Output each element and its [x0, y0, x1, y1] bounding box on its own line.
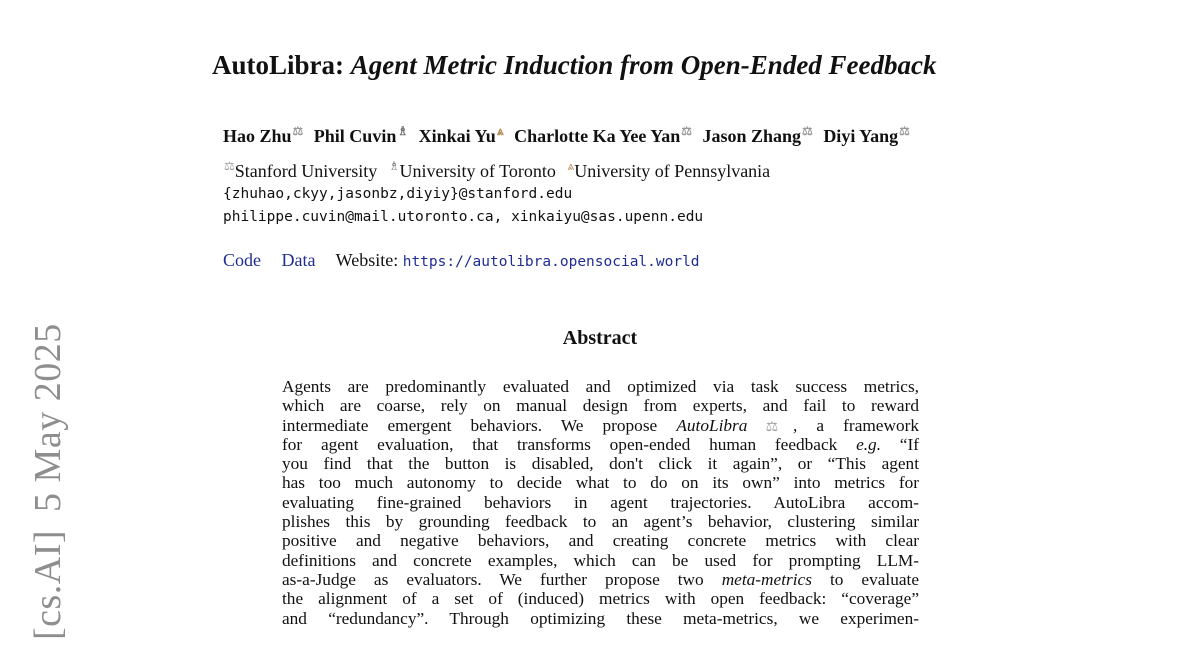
abstract-line: plishes this by grounding feedback to an agent’s behavior, clustering similar	[282, 512, 919, 532]
author	[419, 126, 504, 146]
scale-icon: ⚖	[224, 159, 235, 173]
author-name: Hao Zhu	[223, 126, 292, 146]
affiliation-name: University of Toronto	[399, 161, 556, 181]
abstract-line: definitions and concrete examples, which can be used for prompting LLM-	[282, 550, 919, 570]
penn-icon: ⩓	[567, 159, 575, 173]
abstract-body	[282, 377, 919, 648]
affiliation-name: Stanford University	[234, 161, 378, 181]
scale-icon: ⚖	[747, 419, 793, 435]
autolibra-name: AutoLibra	[676, 415, 748, 435]
penn-icon: ⩓	[496, 124, 504, 138]
author	[514, 126, 692, 146]
arxiv-category: [cs.AI]	[27, 529, 69, 640]
author-name: Xinkai Yu	[418, 126, 496, 146]
affiliation	[566, 161, 770, 181]
author-name: Jason Zhang	[702, 126, 802, 146]
abstract-line: you find that the button is disabled, don't click it again”, or “This agent	[282, 454, 919, 474]
email-line: {zhuhao,ckyy,jasonbz,diyiy}@stanford.edu	[223, 186, 573, 202]
paper-title	[212, 50, 937, 81]
resource-links	[223, 250, 700, 271]
email-toronto: philippe.cuvin@mail.utoronto.ca,	[223, 209, 503, 225]
affiliation	[388, 161, 556, 181]
abstract-line: intermediate emergent behaviors. We propose AutoLibra ⚖, a framework	[282, 415, 919, 435]
affiliation-name: University of Pennsylvania	[574, 161, 771, 181]
author-name: Charlotte Ka Yee Yan	[514, 126, 681, 146]
abstract-line: evaluating fine-grained behaviors in agent trajectories. AutoLibra accom-	[282, 492, 919, 512]
website-label: Website:	[335, 250, 399, 270]
abstract-line: Agents are predominantly evaluated and optimized via task success metrics,	[282, 377, 919, 396]
abstract-line: for agent evaluation, that transforms open-ended human feedback e.g. “If	[282, 434, 919, 454]
author-list	[223, 125, 916, 147]
abstract-line: the alignment of a set of (induced) metrics with open feedback: “coverage”	[282, 589, 919, 609]
affiliation-list	[223, 160, 776, 182]
data-link[interactable]: Data	[281, 250, 316, 270]
email-penn: xinkaiyu@sas.upenn.edu	[511, 209, 704, 225]
toronto-icon: ♗	[388, 159, 400, 173]
scale-icon: ⚖	[899, 124, 910, 138]
abstract-line: has too much autonomy to decide what to do on its own” into metrics for	[282, 473, 919, 493]
abstract-line: and “redundancy”. Through optimizing these meta-metrics, we experimen-	[282, 608, 919, 628]
abstract-line: positive and negative behaviors, and creating concrete metrics with clear	[282, 531, 919, 551]
author	[223, 126, 303, 146]
author	[703, 126, 813, 146]
author	[823, 126, 910, 146]
scale-icon: ⚖	[802, 124, 813, 138]
code-link[interactable]: Code	[223, 250, 261, 270]
toronto-icon: ♗	[397, 124, 409, 138]
title-main: Agent Metric Induction from Open-Ended Feedback	[350, 50, 937, 80]
website-link[interactable]: https://autolibra.opensocial.world	[402, 254, 700, 270]
author-name: Phil Cuvin	[313, 126, 397, 146]
title-prefix: AutoLibra:	[212, 50, 345, 80]
arxiv-date: 5 May 2025	[27, 323, 69, 512]
affiliation	[223, 161, 377, 181]
email-line	[223, 209, 703, 225]
scale-icon: ⚖	[292, 124, 304, 138]
abstract-heading: Abstract	[562, 327, 638, 349]
abstract-line: as-a-Judge as evaluators. We further propose two meta-metrics to evaluate	[282, 569, 919, 589]
scale-icon: ⚖	[681, 124, 692, 138]
arxiv-stamp	[26, 323, 70, 640]
author	[314, 126, 408, 146]
author-name: Diyi Yang	[823, 126, 899, 146]
abstract-line: which are coarse, rely on manual design from experts, and fail to reward	[282, 396, 919, 416]
